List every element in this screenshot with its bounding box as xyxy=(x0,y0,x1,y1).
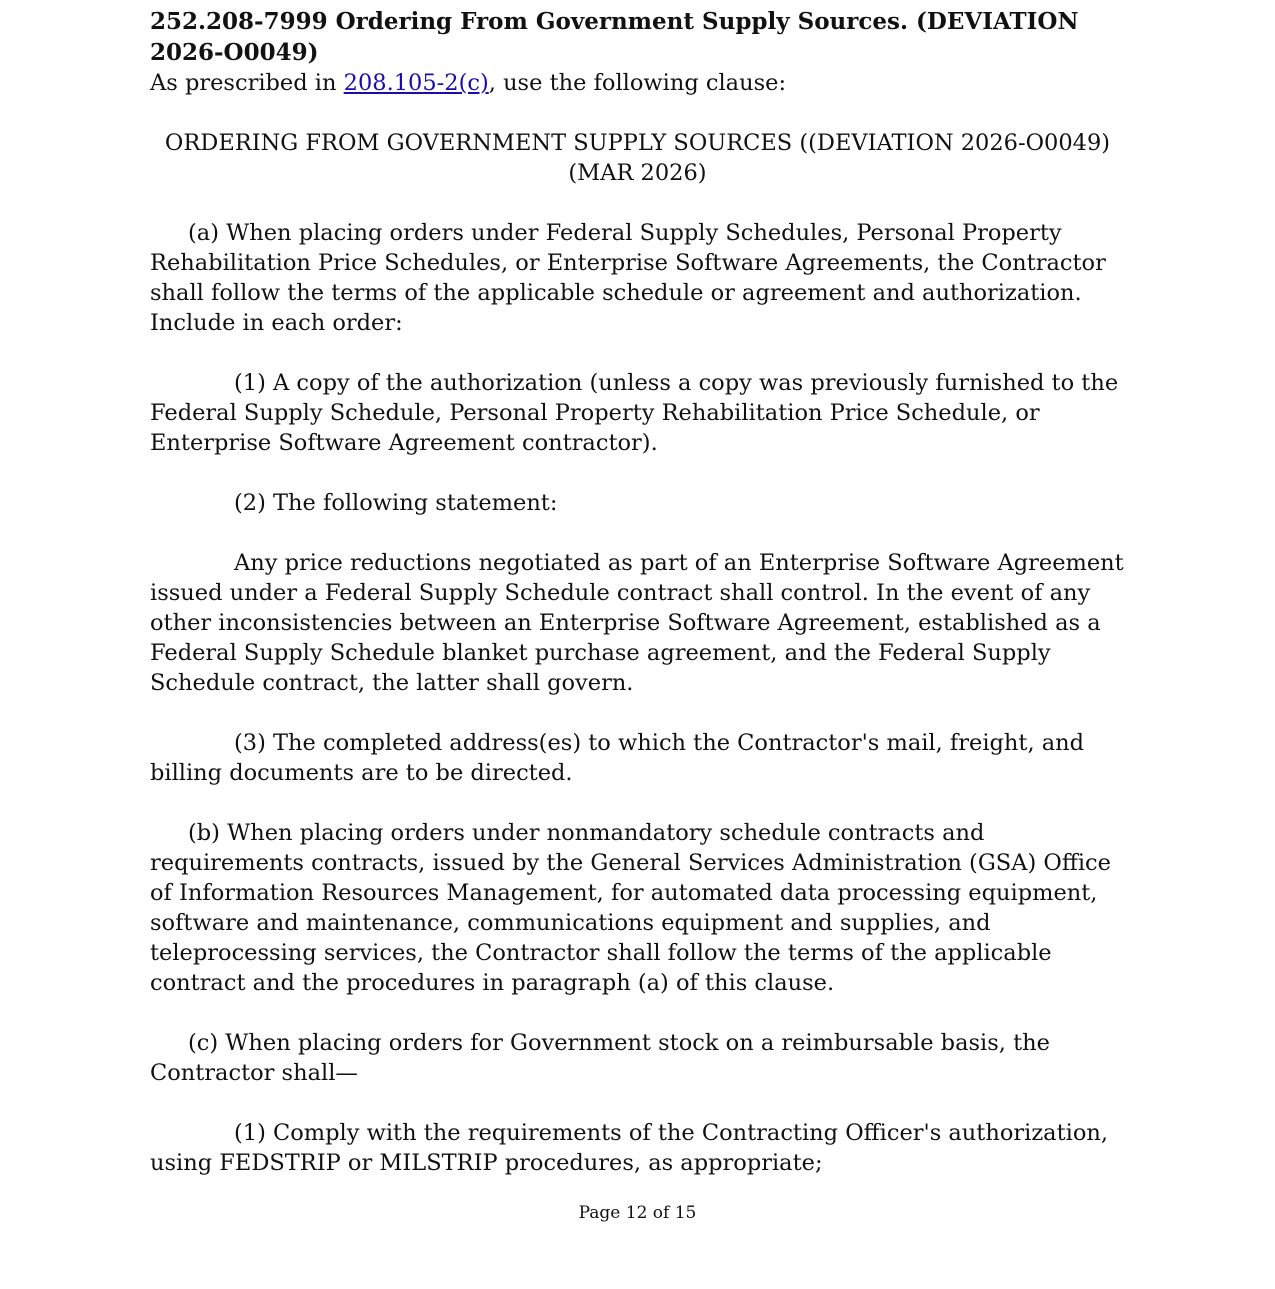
paragraph-b: (b) When placing orders under nonmandatory schedule contracts and requirements contracts, issued by the General Services Administration (GSA) Office of Information Resources Management, for automated data processing equipment, software and maintenance, communications equipment and supplies, and teleprocessing services, the Contractor shall follow the terms of the applicable contract and the procedures in paragraph (a) of this clause. xyxy=(150,820,1111,996)
paragraph-c: (c) When placing orders for Government stock on a reimbursable basis, the Contractor shall— xyxy=(150,1030,1050,1086)
paragraph-a-3: (3) The completed address(es) to which the Contractor's mail, freight, and billing documents are to be directed. xyxy=(150,730,1085,786)
prescribed-line xyxy=(150,68,1125,98)
clause-heading: 252.208-7999 Ordering From Government Supply Sources. (DEVIATION 2026-O0049) xyxy=(150,8,1079,66)
prescribed-prefix: As prescribed in xyxy=(150,70,344,96)
paragraph-c-1: (1) Comply with the requirements of the Contracting Officer's authorization, using FEDSTRIP or MILSTRIP procedures, as appropriate; xyxy=(150,1120,1109,1176)
statement-text: Any price reductions negotiated as part of an Enterprise Software Agreement issued under a Federal Supply Schedule contract shall control. In the event of any other inconsistencies between an Enterprise Software Agreement, established as a Federal Supply Schedule blanket purchase agreement, and the Federal Supply Schedule contract, the latter shall govern. xyxy=(150,550,1124,696)
prescribed-suffix: , use the following clause: xyxy=(488,70,787,96)
paragraph-a-2: (2) The following statement: xyxy=(234,490,558,516)
page-number: Page 12 of 15 xyxy=(578,1203,697,1223)
paragraph-a: (a) When placing orders under Federal Supply Schedules, Personal Property Rehabilitation Price Schedules, or Enterprise Software Agreements, the Contractor shall follow the terms of the applicable schedule or agreement and authorization. Include in each order: xyxy=(150,220,1106,336)
document-page xyxy=(150,6,1125,1178)
clause-title: ORDERING FROM GOVERNMENT SUPPLY SOURCES ((DEVIATION 2026-O0049) (MAR 2026) xyxy=(164,130,1111,186)
paragraph-a-1: (1) A copy of the authorization (unless a copy was previously furnished to the Federal Supply Schedule, Personal Property Rehabilitation Price Schedule, or Enterprise Software Agreement contractor). xyxy=(150,370,1119,456)
prescription-link[interactable]: 208.105-2(c) xyxy=(343,70,489,96)
